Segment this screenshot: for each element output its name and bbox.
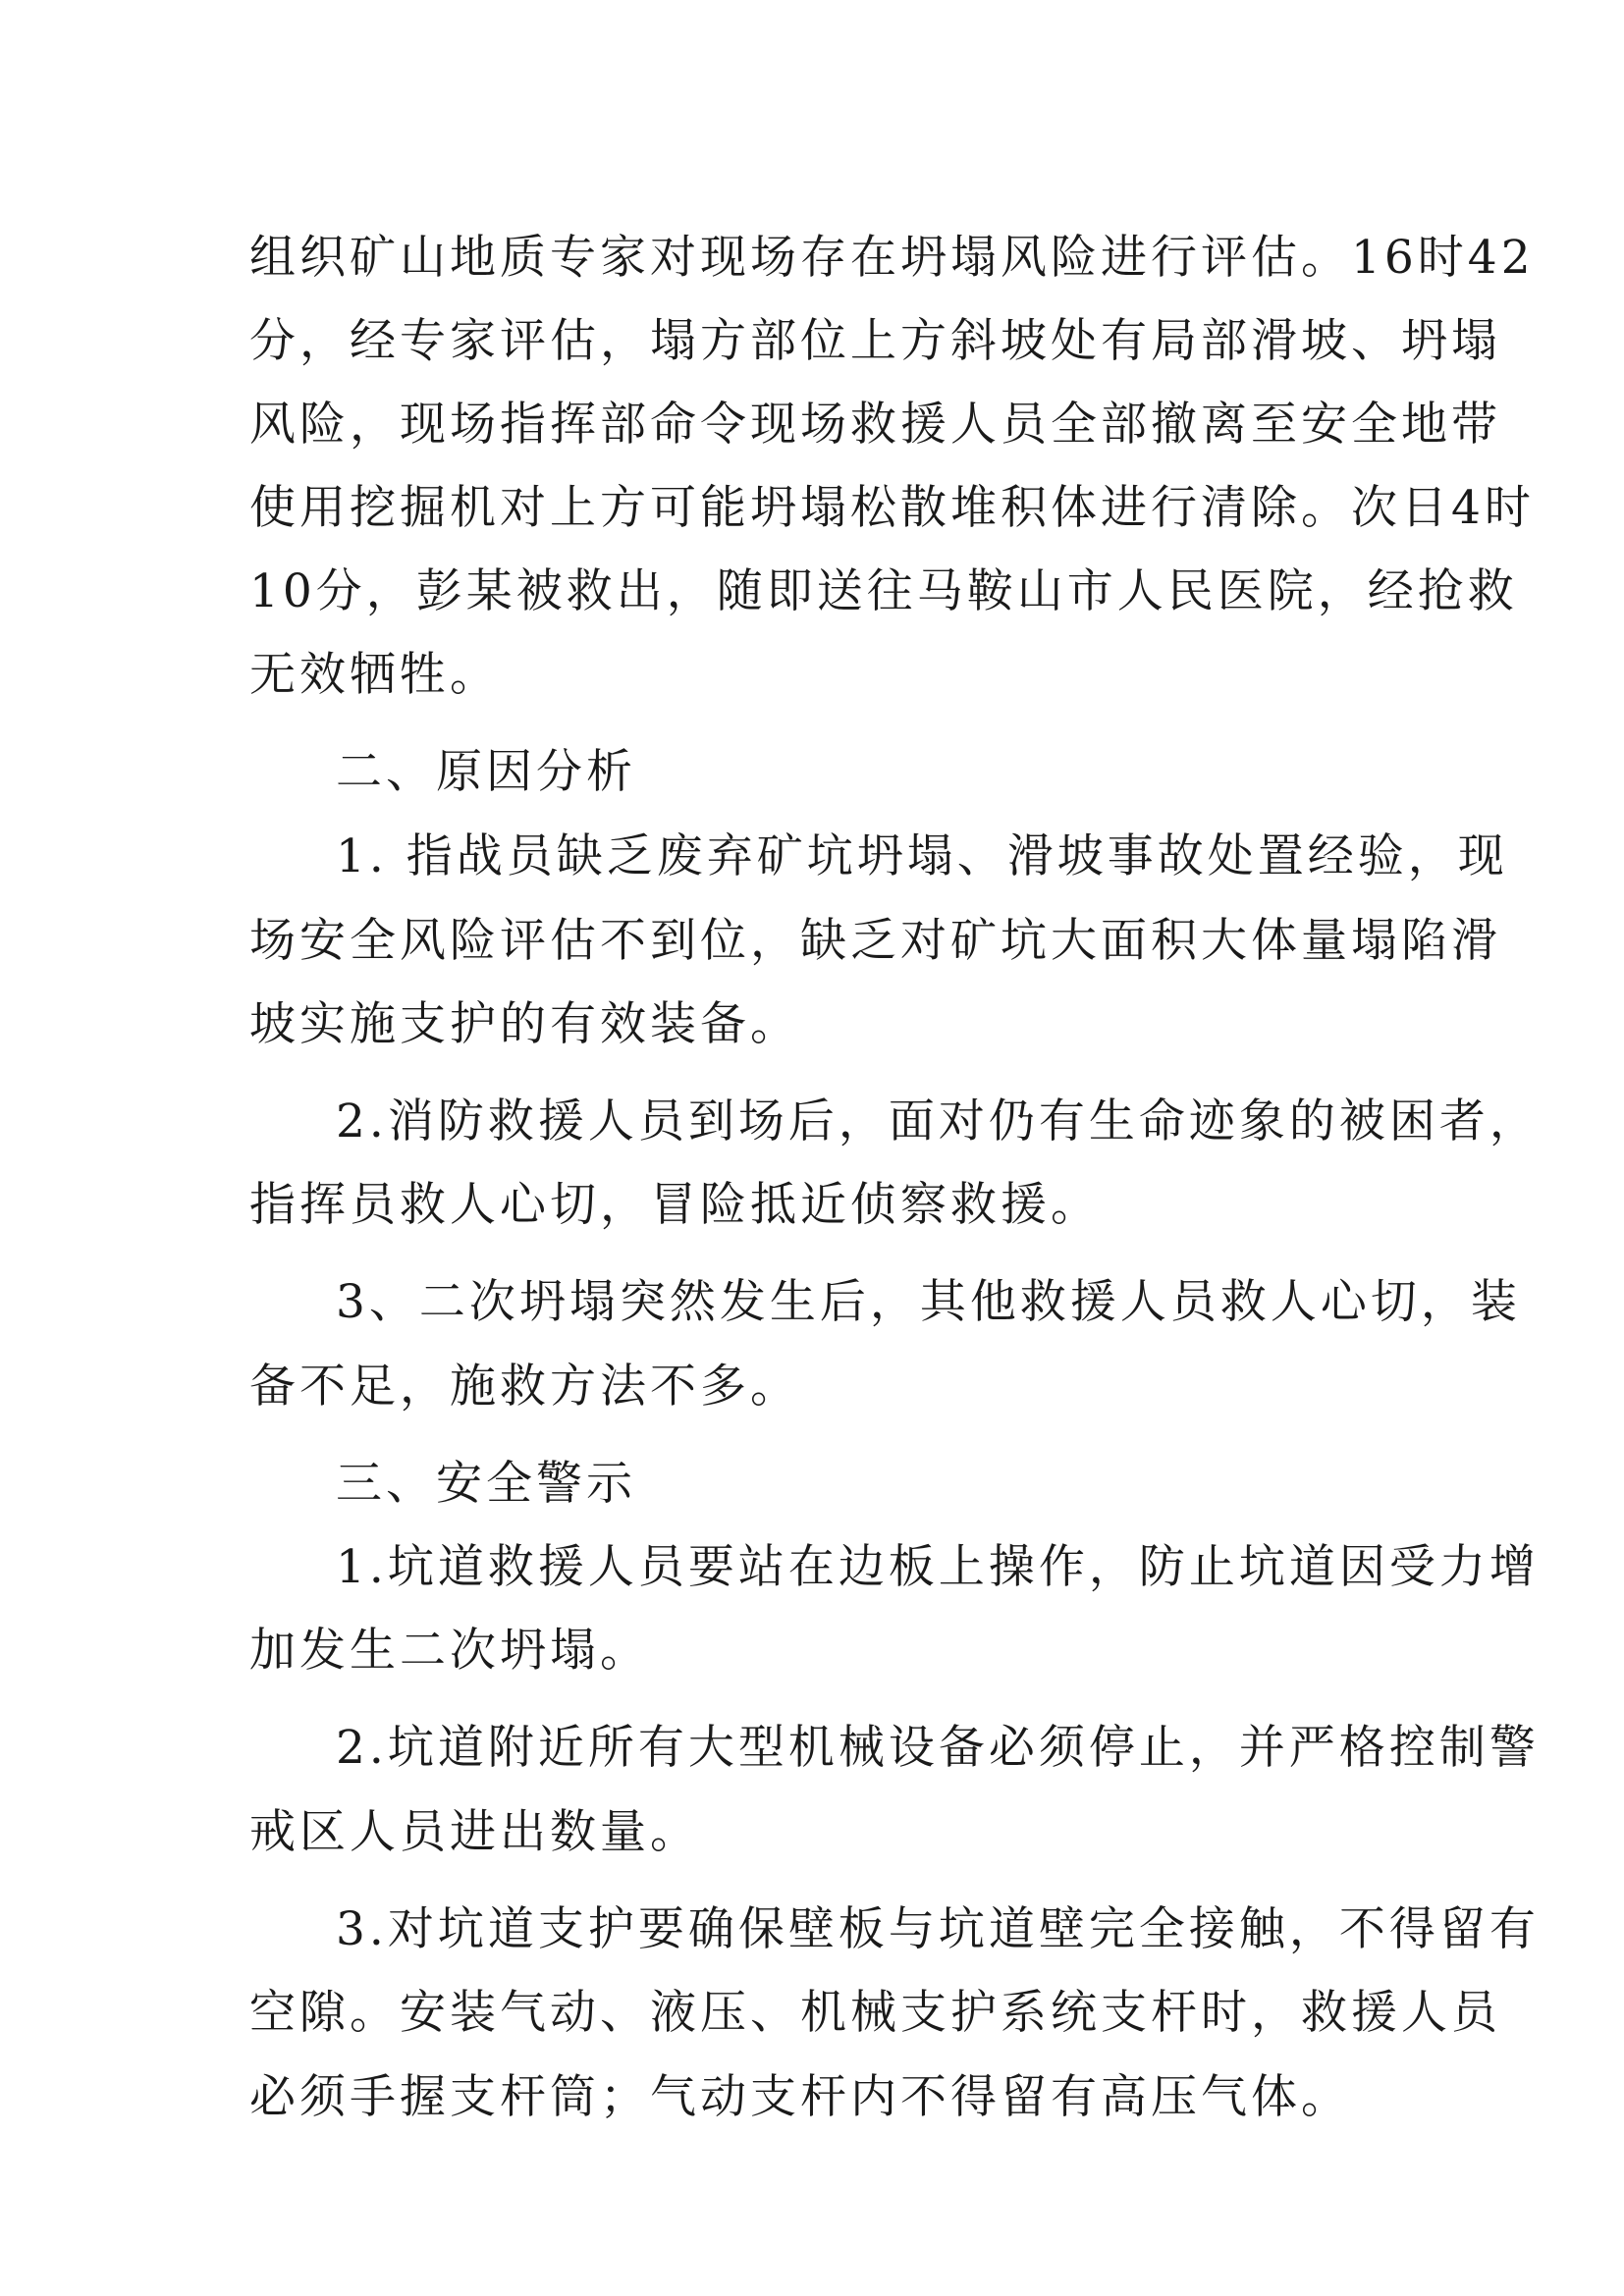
paragraph-line: 2.坑道附近所有大型机械设备必须停止，并严格控制警 bbox=[336, 1721, 1540, 1775]
paragraph-line: 加发生二次坍塌。 bbox=[249, 1624, 650, 1678]
section-heading-safety-warning: 三、安全警示 bbox=[336, 1457, 636, 1511]
paragraph-line: 指挥员救人心切，冒险抵近侦察救援。 bbox=[249, 1178, 1101, 1232]
paragraph-line: 无效牺牲。 bbox=[249, 648, 500, 702]
paragraph-line: 10分，彭某被救出，随即送往马鞍山市人民医院，经抢救 bbox=[249, 564, 1518, 618]
paragraph-line: 分，经专家评估，塌方部位上方斜坡处有局部滑坡、坍塌 bbox=[249, 314, 1501, 368]
section-heading-cause-analysis: 二、原因分析 bbox=[336, 745, 636, 799]
paragraph-line: 3.对坑道支护要确保壁板与坑道壁完全接触，不得留有 bbox=[336, 1902, 1540, 1956]
paragraph-line: 坡实施支护的有效装备。 bbox=[249, 997, 800, 1051]
paragraph-line: 3、二次坍塌突然发生后，其他救援人员救人心切，装 bbox=[336, 1275, 1521, 1329]
paragraph-line: 场安全风险评估不到位，缺乏对矿坑大面积大体量塌陷滑 bbox=[249, 914, 1501, 968]
paragraph-line: 1. 指战员缺乏废弃矿坑坍塌、滑坡事故处置经验，现 bbox=[336, 829, 1508, 883]
paragraph-line: 备不足，施救方法不多。 bbox=[249, 1360, 800, 1414]
paragraph-line: 使用挖掘机对上方可能坍塌松散堆积体进行清除。次日4时 bbox=[249, 481, 1535, 535]
paragraph-line: 戒区人员进出数量。 bbox=[249, 1805, 700, 1859]
paragraph-line: 必须手握支杆筒；气动支杆内不得留有高压气体。 bbox=[249, 2070, 1351, 2124]
paragraph-line: 2.消防救援人员到场后，面对仍有生命迹象的被困者， bbox=[336, 1095, 1540, 1148]
paragraph-line: 风险，现场指挥部命令现场救援人员全部撤离至安全地带 bbox=[249, 398, 1501, 452]
paragraph-line: 1.坑道救援人员要站在边板上操作，防止坑道因受力增 bbox=[336, 1540, 1540, 1594]
paragraph-line: 组织矿山地质专家对现场存在坍塌风险进行评估。16时42 bbox=[249, 231, 1535, 285]
paragraph-line: 空隙。安装气动、液压、机械支护系统支杆时，救援人员 bbox=[249, 1986, 1501, 2040]
